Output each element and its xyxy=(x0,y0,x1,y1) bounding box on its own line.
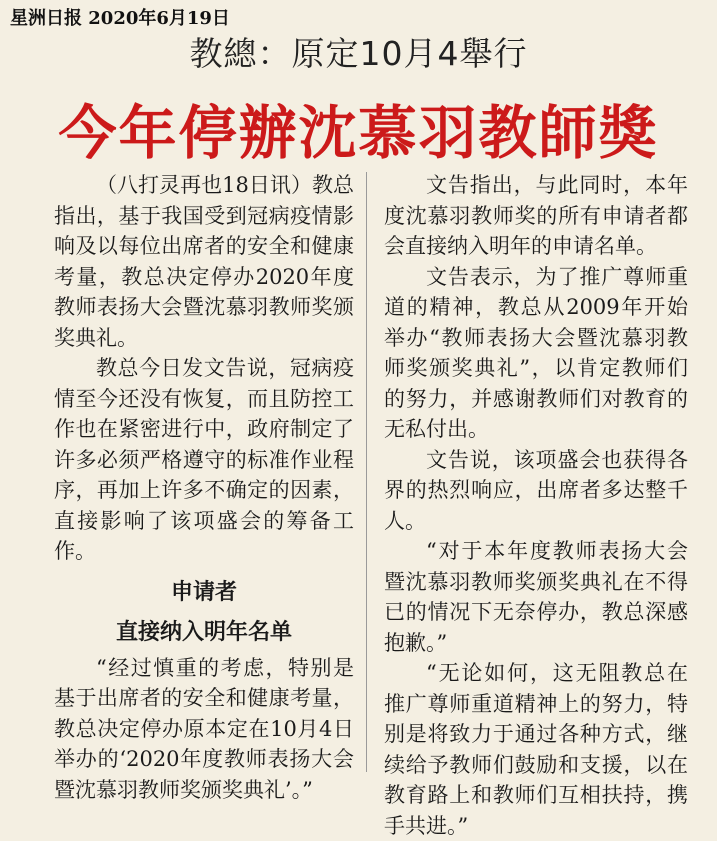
paragraph: “经过慎重的考虑，特别是基于出席者的安全和健康考量，教总决定停办原本定在10月4日举办的‘2020年度教师表扬大会暨沈慕羽教师奖颁奖典礼’。” xyxy=(54,655,354,802)
subheading: 直接纳入明年名单 xyxy=(115,619,292,645)
article-column-right xyxy=(384,170,688,841)
paragraph: “对于本年度教师表扬大会暨沈慕羽教师奖颁奖典礼在不得已的情况下无奈停办，教总深感抱歉。” xyxy=(384,539,688,655)
source-dateline: 星洲日报 2020年6月19日 xyxy=(10,8,230,29)
article-column-left xyxy=(54,170,354,805)
paragraph: 教总今日发文告说，冠病疫情至今还没有恢复，而且防控工作也在紧密进行中，政府制定了许多必须严格遵守的标准作业程序，再加上许多不确定的因素，直接影响了该项盛会的筹备工作。 xyxy=(54,356,354,563)
kicker-headline: 教總：原定10月4舉行 xyxy=(189,34,528,73)
paragraph: （八打灵再也18日讯）教总指出，基于我国受到冠病疫情影响及以每位出席者的安全和健康考量，教总决定停办2020年度教师表扬大会暨沈慕羽教师奖颁奖典礼。 xyxy=(54,173,354,350)
paragraph: 文告表示，为了推广尊师重道的精神，教总从2009年开始举办“教师表扬大会暨沈慕羽教师奖颁奖典礼”，以肯定教师们的努力，并感谢教师们对教育的无私付出。 xyxy=(384,264,688,441)
subheading: 申请者 xyxy=(170,579,237,605)
column-divider xyxy=(366,172,367,772)
paragraph: 文告说，该项盛会也获得各界的热烈响应，出席者多达整千人。 xyxy=(384,447,688,533)
paragraph: “无论如何，这无阻教总在推广尊师重道精神上的努力，特别是将致力于通过各种方式，继续给予教师们鼓励和支援，以在教育路上和教师们互相扶持，携手共进。” xyxy=(384,661,688,838)
paragraph: 文告指出，与此同时，本年度沈慕羽教师奖的所有申请者都会直接纳入明年的申请名单。 xyxy=(384,173,688,258)
main-headline: 今年停辦沈慕羽教師獎 xyxy=(58,99,659,167)
